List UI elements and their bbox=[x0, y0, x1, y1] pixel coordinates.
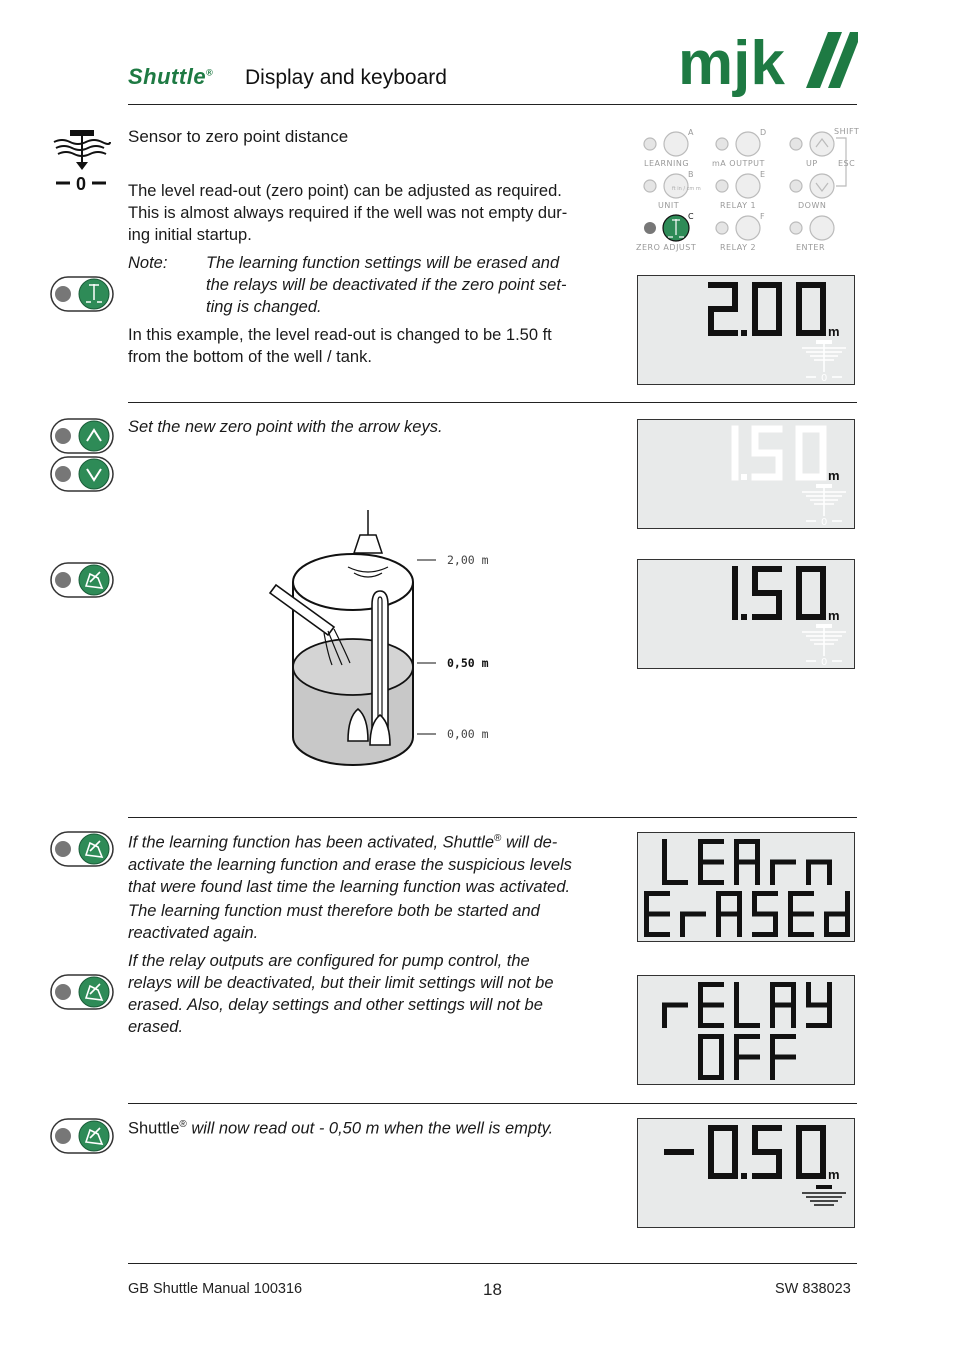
footer-sw: SW 838023 bbox=[775, 1281, 851, 1297]
lcd-segment bbox=[732, 593, 738, 620]
lcd-segment bbox=[734, 1005, 739, 1028]
enter-key[interactable] bbox=[50, 562, 114, 603]
lcd-segment bbox=[698, 839, 703, 862]
lcd-segment bbox=[698, 860, 724, 865]
lcd-segment bbox=[662, 1005, 667, 1028]
unit-label: m bbox=[828, 468, 840, 483]
lcd-segment bbox=[708, 1152, 714, 1179]
section1-paragraph: The level read-out (zero point) can be adjusted as required. This is almost always required if the well was not empty dur- ing initial startup. bbox=[128, 182, 568, 244]
mjk-logo bbox=[678, 30, 858, 107]
lcd-segment bbox=[734, 1055, 760, 1060]
lcd-segment bbox=[734, 839, 739, 862]
lcd-segment bbox=[788, 891, 793, 914]
lcd-segment bbox=[845, 891, 850, 914]
lcd-segment bbox=[827, 862, 832, 885]
label-unit: UNIT bbox=[658, 201, 680, 210]
lcd-segment bbox=[662, 862, 667, 885]
lcd-display-2 bbox=[637, 419, 855, 529]
label-up: UP bbox=[806, 159, 818, 168]
lcd-segment bbox=[770, 1003, 796, 1008]
lcd-segment bbox=[824, 914, 829, 937]
lcd-segment bbox=[806, 1023, 832, 1028]
enter-key[interactable] bbox=[50, 831, 114, 872]
lcd-segment bbox=[644, 914, 649, 937]
lcd-segment bbox=[770, 1057, 775, 1080]
letter-c: C bbox=[688, 212, 695, 221]
learning-restart-paragraph: The learning function must therefore both be started and reactivated again. bbox=[128, 902, 540, 942]
lcd-display-learn-erased bbox=[637, 832, 855, 942]
lcd-decimal-point bbox=[741, 614, 747, 620]
lcd-segment bbox=[732, 566, 738, 593]
unit-label: m bbox=[828, 324, 840, 339]
arrow-key-instruction: Set the new zero point with the arrow keys. bbox=[128, 418, 443, 436]
lcd-segment bbox=[719, 1034, 724, 1057]
svg-text:mjk: mjk bbox=[678, 30, 785, 98]
zero-adjust-key[interactable] bbox=[50, 276, 114, 317]
lcd-segment bbox=[796, 309, 802, 336]
lcd-segment bbox=[824, 912, 850, 917]
lcd-segment bbox=[796, 1152, 802, 1179]
label-zero-adjust: ZERO ADJUST bbox=[636, 243, 697, 252]
readout-statement: Shuttle® will now read out - 0,50 m when the well is empty. bbox=[128, 1119, 554, 1138]
tank-illustration bbox=[262, 505, 512, 775]
lcd-decimal-point bbox=[741, 474, 747, 480]
lcd-segment bbox=[708, 1125, 714, 1152]
lcd-segment bbox=[644, 891, 649, 914]
lcd-segment bbox=[806, 1003, 832, 1008]
label-learning: LEARNING bbox=[644, 159, 690, 168]
lcd-segment bbox=[788, 914, 793, 937]
lcd-segment bbox=[734, 860, 760, 865]
lcd-segment bbox=[698, 1003, 724, 1008]
lcd-segment bbox=[734, 862, 739, 885]
lcd-segment bbox=[716, 914, 721, 937]
down-key[interactable] bbox=[50, 456, 114, 497]
brand-shuttle: Shuttle® bbox=[128, 64, 214, 89]
lcd-segment bbox=[788, 912, 814, 917]
label-down: DOWN bbox=[798, 201, 827, 210]
lcd-segment bbox=[752, 474, 782, 480]
letter-a: A bbox=[688, 128, 694, 137]
lcd-segment bbox=[770, 982, 775, 1005]
label-shift: SHIFT bbox=[834, 127, 860, 136]
lcd-segment bbox=[732, 453, 738, 480]
label-esc: ESC bbox=[838, 159, 856, 168]
label-relay-2: RELAY 2 bbox=[720, 243, 757, 252]
lcd-segment bbox=[734, 982, 739, 1005]
lcd-segment bbox=[770, 1005, 775, 1028]
page-number: 18 bbox=[483, 1280, 502, 1299]
svg-text:ft in / cm m: ft in / cm m bbox=[672, 186, 701, 192]
lcd-segment bbox=[662, 839, 667, 862]
lcd-segment bbox=[737, 914, 742, 937]
label-ma-output: mA OUTPUT bbox=[712, 159, 765, 168]
lcd-segment bbox=[752, 566, 758, 593]
keypad bbox=[636, 126, 858, 254]
header-rule bbox=[128, 104, 857, 105]
lcd-segment bbox=[680, 914, 685, 937]
lcd-segment bbox=[791, 1005, 796, 1028]
footer-manual: GB Shuttle Manual 100316 bbox=[128, 1281, 303, 1297]
enter-key[interactable] bbox=[50, 974, 114, 1015]
lcd-segment bbox=[820, 1125, 826, 1152]
lcd-segment bbox=[796, 593, 802, 620]
lcd-display-relay-off bbox=[637, 975, 855, 1085]
lcd-segment bbox=[644, 912, 670, 917]
zero-label: 0 bbox=[821, 373, 828, 384]
unit-label: m bbox=[828, 1167, 840, 1182]
svg-text:0,50 m: 0,50 m bbox=[447, 656, 489, 670]
lcd-segment bbox=[796, 566, 802, 593]
zero-label: 0 bbox=[821, 657, 828, 668]
note-text: The learning function settings will be erased and the relays will be deactivated if the zero point set- ting is changed. bbox=[206, 254, 567, 316]
lcd-segment bbox=[752, 1125, 758, 1152]
zero-distance-icon bbox=[50, 128, 114, 197]
svg-text:0,00 m: 0,00 m bbox=[447, 727, 489, 741]
zero-label: 0 bbox=[821, 517, 828, 528]
lcd-segment bbox=[662, 1003, 688, 1008]
note-label: Note: bbox=[128, 254, 168, 272]
lcd-segment bbox=[791, 982, 796, 1005]
lcd-segment bbox=[820, 566, 826, 593]
divider bbox=[128, 1103, 857, 1104]
svg-text:0: 0 bbox=[76, 174, 87, 192]
lcd-segment bbox=[752, 614, 782, 620]
lcd-display-3 bbox=[637, 559, 855, 669]
letter-e: E bbox=[760, 170, 766, 179]
label-relay-1: RELAY 1 bbox=[720, 201, 757, 210]
lcd-segment bbox=[755, 862, 760, 885]
lcd-segment bbox=[716, 912, 742, 917]
lcd-display-negative bbox=[637, 1118, 855, 1228]
lcd-segment bbox=[806, 982, 811, 1005]
lcd-segment bbox=[752, 891, 757, 914]
up-key[interactable] bbox=[50, 418, 114, 459]
unit-label: m bbox=[828, 608, 840, 623]
lcd-segment bbox=[752, 1173, 782, 1179]
lcd-decimal-point bbox=[741, 1173, 747, 1179]
lcd-segment bbox=[770, 1055, 796, 1060]
lcd-segment bbox=[708, 309, 714, 336]
footer-rule bbox=[128, 1263, 857, 1264]
lcd-segment bbox=[796, 1125, 802, 1152]
lcd-segment bbox=[796, 453, 802, 480]
lcd-segment bbox=[776, 282, 782, 309]
lcd-decimal-point bbox=[741, 330, 747, 336]
example-paragraph: In this example, the level read-out is changed to be 1.50 ft from the bottom of the well / tank. bbox=[128, 326, 552, 366]
lcd-segment bbox=[698, 1057, 703, 1080]
letter-f: F bbox=[760, 212, 766, 221]
lcd-segment bbox=[806, 860, 832, 865]
lcd-segment bbox=[796, 282, 802, 309]
lcd-segment bbox=[752, 450, 782, 456]
lcd-segment bbox=[734, 1057, 739, 1080]
lcd-segment bbox=[752, 309, 758, 336]
lcd-segment bbox=[732, 426, 738, 453]
letter-d: D bbox=[760, 128, 767, 137]
lcd-segment bbox=[734, 1034, 739, 1057]
lcd-segment bbox=[698, 1034, 703, 1057]
lcd-segment bbox=[698, 862, 703, 885]
lcd-segment bbox=[752, 1149, 782, 1155]
lcd-segment bbox=[755, 839, 760, 862]
lcd-segment bbox=[732, 282, 738, 309]
relay-paragraph: If the relay outputs are configured for pump control, the relays will be deactivated, but their limit settings will not be erased. Also, delay settings and other settings will not be erased. bbox=[128, 952, 554, 1036]
lcd-segment bbox=[752, 932, 778, 937]
lcd-segment bbox=[752, 590, 782, 596]
lcd-segment bbox=[820, 282, 826, 309]
lcd-segment bbox=[698, 1005, 703, 1028]
page-title: Display and keyboard bbox=[245, 66, 447, 89]
lcd-segment bbox=[680, 912, 706, 917]
divider bbox=[128, 817, 857, 818]
letter-b: B bbox=[688, 170, 694, 179]
lcd-segment bbox=[796, 426, 802, 453]
lcd-display-1 bbox=[637, 275, 855, 385]
lcd-segment bbox=[752, 912, 778, 917]
svg-text:2,00 m: 2,00 m bbox=[447, 553, 489, 567]
section-heading: Sensor to zero point distance bbox=[128, 127, 349, 146]
lcd-segment bbox=[708, 306, 738, 312]
lcd-segment bbox=[698, 982, 703, 1005]
lcd-segment bbox=[770, 860, 796, 865]
lcd-segment bbox=[806, 862, 811, 885]
lcd-segment bbox=[752, 282, 758, 309]
lcd-segment bbox=[737, 891, 742, 914]
divider bbox=[128, 402, 857, 403]
lcd-segment bbox=[732, 1125, 738, 1152]
lcd-segment bbox=[827, 982, 832, 1005]
lcd-segment bbox=[770, 862, 775, 885]
lcd-segment bbox=[770, 1034, 775, 1057]
label-enter: ENTER bbox=[796, 243, 826, 252]
lcd-segment bbox=[820, 426, 826, 453]
lcd-segment bbox=[664, 1149, 694, 1155]
lcd-segment bbox=[716, 891, 721, 914]
lcd-segment bbox=[752, 426, 758, 453]
learning-paragraph: If the learning function has been activated, Shuttle® will de- activate the learning function and erase the suspicious levels that were found last time the learning function was activated. bbox=[128, 833, 572, 896]
enter-key[interactable] bbox=[50, 1118, 114, 1159]
